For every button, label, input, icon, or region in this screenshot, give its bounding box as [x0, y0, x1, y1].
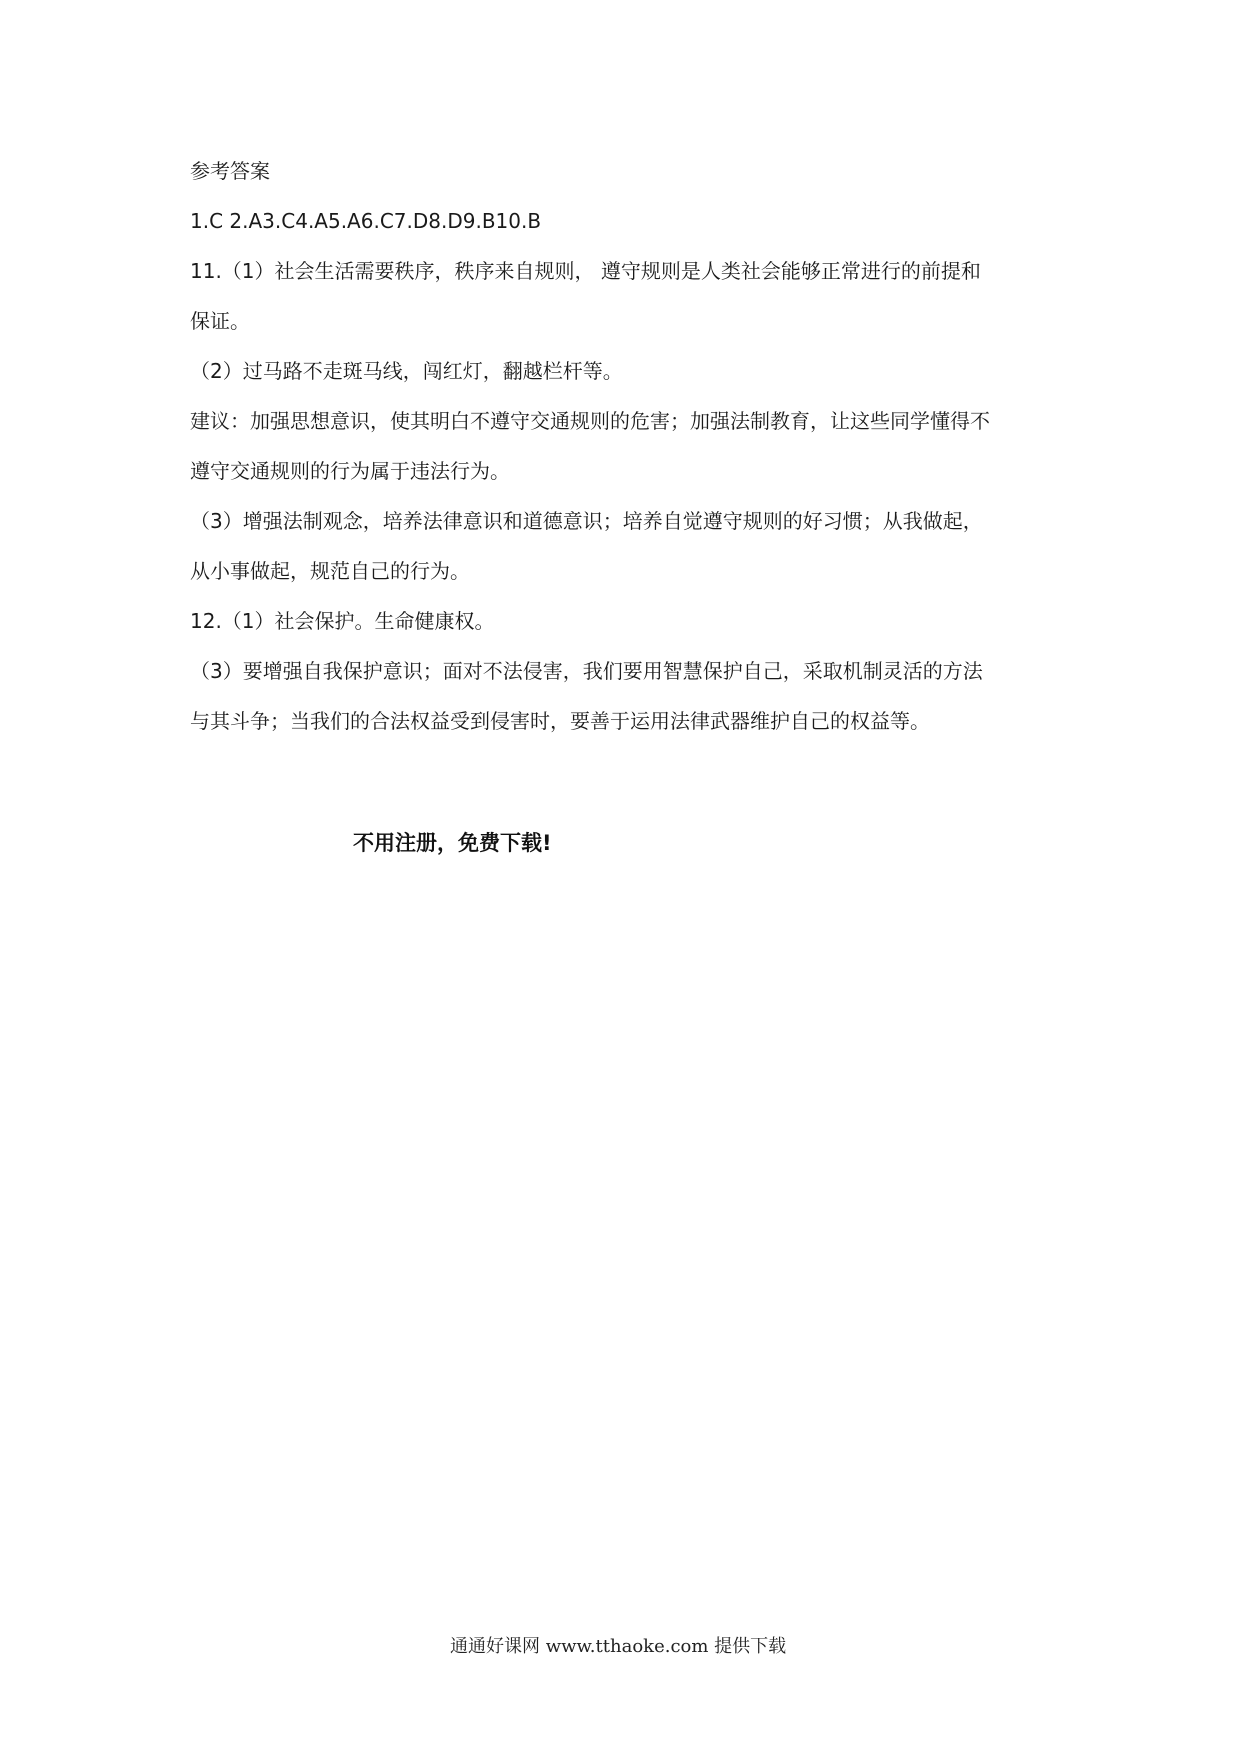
- site-footer: 通通好课网 www.tthaoke.com 提供下载: [450, 1636, 787, 1657]
- answer-heading: 参考答案: [190, 159, 270, 183]
- q12-part3-line1: （3）要增强自我保护意识；面对不法侵害，我们要用智慧保护自己，采取机制灵活的方法: [190, 659, 983, 683]
- free-download-promo: 不用注册，免费下载!: [353, 831, 552, 855]
- q11-part2: （2）过马路不走斑马线，闯红灯，翻越栏杆等。: [190, 359, 623, 383]
- multiple-choice-answers: 1.C 2.A3.C4.A5.A6.C7.D8.D9.B10.B: [190, 209, 542, 233]
- q11-part3-line1: （3）增强法制观念，培养法律意识和道德意识；培养自觉遵守规则的好习惯；从我做起，: [190, 509, 983, 533]
- q11-suggestion-line1: 建议：加强思想意识，使其明白不遵守交通规则的危害；加强法制教育，让这些同学懂得不: [190, 409, 990, 433]
- q12-part1: 12.（1）社会保护。生命健康权。: [190, 609, 495, 633]
- q12-part3-line2: 与其斗争；当我们的合法权益受到侵害时，要善于运用法律武器维护自己的权益等。: [190, 709, 930, 733]
- q11-suggestion-line2: 遵守交通规则的行为属于违法行为。: [190, 459, 510, 483]
- q11-part1-line2: 保证。: [190, 309, 250, 333]
- q11-part3-line2: 从小事做起，规范自己的行为。: [190, 559, 470, 583]
- q11-part1-line1: 11.（1）社会生活需要秩序，秩序来自规则， 遵守规则是人类社会能够正常进行的前提和: [190, 259, 981, 283]
